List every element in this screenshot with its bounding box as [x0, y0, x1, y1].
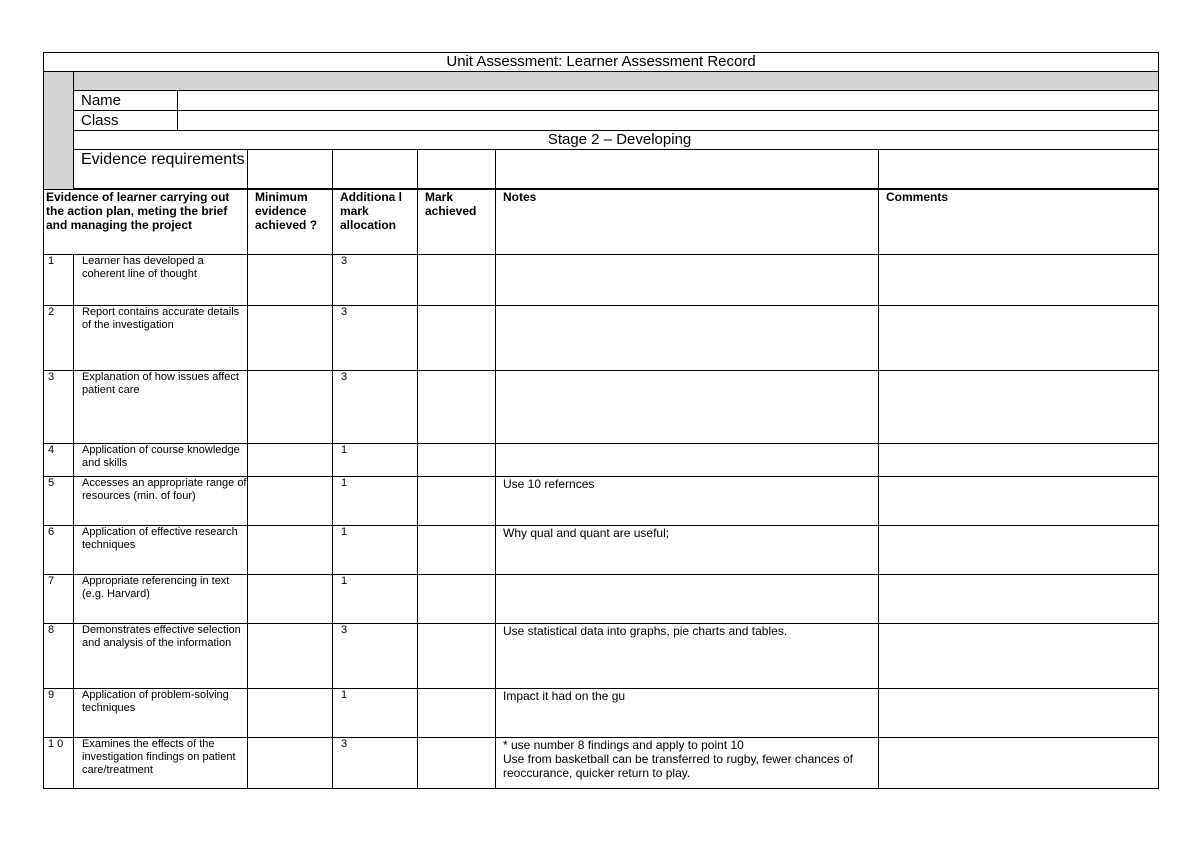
- mark-column-header: Mark achieved: [418, 190, 496, 255]
- minimum-evidence-cell[interactable]: [248, 306, 333, 371]
- mark-achieved-cell[interactable]: [418, 371, 496, 444]
- comments-cell[interactable]: [879, 371, 1159, 444]
- side-band: [44, 72, 74, 190]
- class-row: [44, 111, 1159, 131]
- note-line: Use 10 refernces: [503, 477, 595, 491]
- notes-cell[interactable]: [496, 444, 879, 477]
- minimum-evidence-cell[interactable]: [248, 738, 333, 789]
- notes-cell[interactable]: [496, 306, 879, 371]
- grey-band-row: [44, 72, 1159, 91]
- page-title: Unit Assessment: Learner Assessment Record: [44, 53, 1159, 72]
- comments-cell[interactable]: [879, 738, 1159, 789]
- mark-achieved-cell[interactable]: [418, 306, 496, 371]
- assessment-record: [43, 52, 1158, 789]
- notes-cell[interactable]: [496, 477, 879, 526]
- notes-cell[interactable]: [496, 255, 879, 306]
- minimum-evidence-cell[interactable]: [248, 689, 333, 738]
- notes-column-header: Notes: [496, 190, 879, 255]
- mark-achieved-cell[interactable]: [418, 624, 496, 689]
- comments-cell[interactable]: [879, 306, 1159, 371]
- table-row: [44, 255, 1159, 306]
- class-field[interactable]: [178, 111, 1159, 131]
- comments-cell[interactable]: [879, 624, 1159, 689]
- class-label: Class: [74, 111, 178, 131]
- note-line: Use from basketball can be transferred to rugby, fewer chances of reoccurance, quicker return to play.: [503, 752, 853, 780]
- title-row: [44, 53, 1159, 72]
- notes-cell[interactable]: [496, 738, 879, 789]
- mark-achieved-cell[interactable]: [418, 738, 496, 789]
- table-row: [44, 477, 1159, 526]
- additional-mark-cell: 1: [333, 477, 418, 526]
- criterion-text: Learner has developed a coherent line of thought: [74, 255, 248, 306]
- comments-cell[interactable]: [879, 444, 1159, 477]
- table-row: [44, 575, 1159, 624]
- name-row: [44, 91, 1159, 111]
- grey-band: [74, 72, 1159, 91]
- note-line: Use statistical data into graphs, pie charts and tables.: [503, 624, 788, 638]
- mark-achieved-cell[interactable]: [418, 477, 496, 526]
- minimum-evidence-cell[interactable]: [248, 255, 333, 306]
- criterion-number: 2: [44, 306, 74, 371]
- criterion-text: Accesses an appropriate range of resources (min. of four): [74, 477, 248, 526]
- notes-cell[interactable]: [496, 689, 879, 738]
- criterion-number: 1 0: [44, 738, 74, 789]
- comments-cell[interactable]: [879, 477, 1159, 526]
- table-row: [44, 306, 1159, 371]
- name-label: Name: [74, 91, 178, 111]
- evidence-requirements-label: Evidence requirements: [74, 150, 248, 189]
- table-row: [44, 738, 1159, 789]
- additional-mark-cell: 3: [333, 738, 418, 789]
- additional-mark-cell: 3: [333, 255, 418, 306]
- comments-column-header: Comments: [879, 190, 1159, 255]
- evidence-column-header: Evidence of learner carrying out the action plan, meting the brief and managing the project: [44, 190, 248, 255]
- comments-cell[interactable]: [879, 255, 1159, 306]
- minimum-evidence-cell[interactable]: [248, 477, 333, 526]
- table-row: [44, 371, 1159, 444]
- table-row: [44, 689, 1159, 738]
- table-row: [44, 624, 1159, 689]
- criterion-number: 6: [44, 526, 74, 575]
- minimum-evidence-cell[interactable]: [248, 575, 333, 624]
- criterion-text: Application of course knowledge and skills: [74, 444, 248, 477]
- mark-achieved-cell[interactable]: [418, 444, 496, 477]
- criterion-text: Appropriate referencing in text (e.g. Harvard): [74, 575, 248, 624]
- criterion-number: 9: [44, 689, 74, 738]
- criterion-text: Application of problem-solving techniques: [74, 689, 248, 738]
- criterion-number: 1: [44, 255, 74, 306]
- evidence-requirements-cell: [333, 150, 418, 189]
- criterion-number: 5: [44, 477, 74, 526]
- name-field[interactable]: [178, 91, 1159, 111]
- additional-column-header: Additiona l mark allocation: [333, 190, 418, 255]
- table-row: [44, 526, 1159, 575]
- mark-achieved-cell[interactable]: [418, 575, 496, 624]
- additional-mark-cell: 1: [333, 526, 418, 575]
- criterion-number: 7: [44, 575, 74, 624]
- evidence-requirements-cell: [879, 150, 1159, 189]
- criterion-text: Demonstrates effective selection and analysis of the information: [74, 624, 248, 689]
- assessment-table: [43, 52, 1159, 789]
- notes-cell[interactable]: [496, 575, 879, 624]
- criterion-text: Application of effective research techniques: [74, 526, 248, 575]
- additional-mark-cell: 3: [333, 371, 418, 444]
- additional-mark-cell: 1: [333, 575, 418, 624]
- evidence-requirements-cell: [418, 150, 496, 189]
- header-row: [44, 190, 1159, 255]
- criterion-text: Report contains accurate details of the investigation: [74, 306, 248, 371]
- additional-mark-cell: 3: [333, 624, 418, 689]
- notes-cell[interactable]: [496, 624, 879, 689]
- minimum-evidence-cell[interactable]: [248, 526, 333, 575]
- minimum-evidence-cell[interactable]: [248, 444, 333, 477]
- notes-cell[interactable]: [496, 526, 879, 575]
- comments-cell[interactable]: [879, 526, 1159, 575]
- note-line: * use number 8 findings and apply to point 10: [503, 738, 744, 752]
- mark-achieved-cell[interactable]: [418, 526, 496, 575]
- evidence-requirements-cell: [496, 150, 879, 189]
- additional-mark-cell: 1: [333, 444, 418, 477]
- stage-row: [44, 131, 1159, 150]
- criterion-number: 4: [44, 444, 74, 477]
- minimum-column-header: Minimum evidence achieved ?: [248, 190, 333, 255]
- note-line: Why qual and quant are useful;: [503, 526, 670, 540]
- criterion-text: Examines the effects of the investigation findings on patient care/treatment: [74, 738, 248, 789]
- minimum-evidence-cell[interactable]: [248, 624, 333, 689]
- evidence-requirements-cell: [248, 150, 333, 189]
- note-line: Impact it had on the gu: [503, 689, 626, 703]
- criterion-number: 8: [44, 624, 74, 689]
- mark-achieved-cell[interactable]: [418, 255, 496, 306]
- evidence-requirements-row: [44, 150, 1159, 189]
- mark-achieved-cell[interactable]: [418, 689, 496, 738]
- minimum-evidence-cell[interactable]: [248, 371, 333, 444]
- stage-label: Stage 2 – Developing: [74, 131, 1159, 150]
- table-row: [44, 444, 1159, 477]
- criterion-text: Explanation of how issues affect patient care: [74, 371, 248, 444]
- comments-cell[interactable]: [879, 575, 1159, 624]
- criterion-number: 3: [44, 371, 74, 444]
- additional-mark-cell: 3: [333, 306, 418, 371]
- comments-cell[interactable]: [879, 689, 1159, 738]
- additional-mark-cell: 1: [333, 689, 418, 738]
- notes-cell[interactable]: [496, 371, 879, 444]
